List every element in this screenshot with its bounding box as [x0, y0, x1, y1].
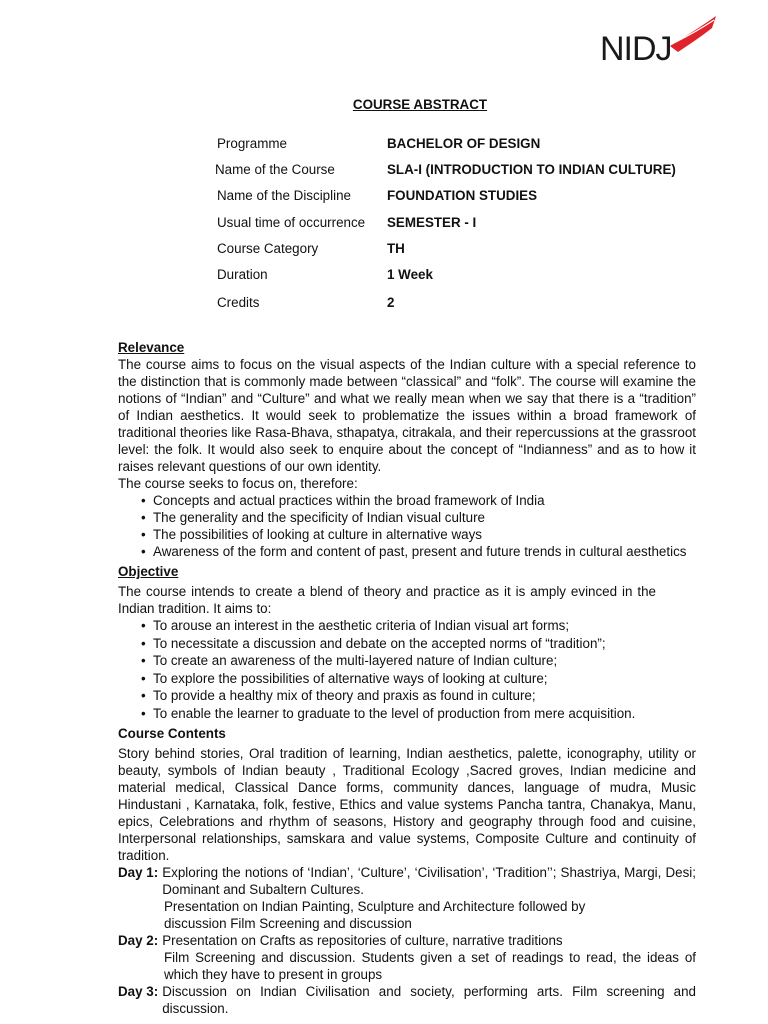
nidj-logo-mark — [598, 14, 718, 66]
list-item: • To enable the learner to graduate to the level of production from mere acquisition. — [153, 705, 696, 722]
meta-value: BACHELOR OF DESIGN — [387, 135, 541, 151]
list-item: • The generality and the specificity of Indian visual culture — [153, 509, 696, 526]
day-text: Exploring the notions of ‘Indian’, ‘Culture’, ‘Civilisation’, ‘Tradition’’; Shastriya, Margi, Desi; Dominant and Subaltern Cultures. — [162, 865, 696, 897]
course-body — [118, 339, 696, 1017]
meta-row-programme — [217, 130, 717, 156]
meta-row-duration — [217, 261, 717, 287]
list-item: • To provide a healthy mix of theory and praxis as found in culture; — [153, 687, 696, 704]
contents-heading: Course Contents — [118, 726, 226, 741]
day-label: Day 2: — [118, 933, 159, 948]
list-item: • To arouse an interest in the aesthetic criteria of Indian visual art forms; — [153, 617, 696, 634]
page-title: COURSE ABSTRACT — [352, 97, 488, 112]
day-1-detail: Presentation on Indian Painting, Sculpture and Architecture followed by discussion Film Screening and discussion — [164, 899, 586, 931]
objective-list — [118, 617, 696, 722]
relevance-intro: The course seeks to focus on, therefore: — [118, 476, 358, 491]
meta-label: Name of the Discipline — [217, 188, 351, 204]
day-label: Day 3: — [118, 984, 159, 999]
day-2-row — [118, 932, 696, 949]
list-item: • Concepts and actual practices within the broad framework of India — [153, 492, 696, 509]
meta-label: Name of the Course — [215, 161, 335, 177]
objective-heading: Objective — [118, 564, 179, 579]
meta-label: Programme — [217, 135, 287, 151]
contents-paragraph: Story behind stories, Oral tradition of learning, Indian aesthetics, palette, iconography, utility or beauty, symbols of Indian beauty , Traditional Ecology ,Sacred groves, Indian medicine and material medical, Classical Dance forms, community dances, language of mudra, Music Hindustani , Karnataka, folk, festive, Ethics and value systems Pancha tantra, Chanakya, Manu, epics, Celebrations and rhythm of seasons, History and geography through food and cuisine, Interpersonal relationships, samskara and value systems, Composite Culture and continuity of tradition. — [118, 746, 696, 863]
relevance-paragraph: The course aims to focus on the visual aspects of the Indian culture with a special reference to the distinction that is commonly made between “classical” and “folk”. The course will examine the notions of “Indian” and “Culture” and what we really mean when we say that there is a “tradition” of Indian aesthetics. It would seek to problematize the issues within a broad framework of traditional theories like Rasa-Bhava, sthapatya, citrakala, and their repercussions at the grassroot level: the folk. It would also seek to enquire about the concept of “Indianness” and as to how it raises relevant questions of our own identity. — [118, 357, 696, 474]
meta-value: SLA-I (INTRODUCTION TO INDIAN CULTURE) — [387, 161, 676, 177]
svg-text:NIDJ: NIDJ — [600, 30, 672, 66]
meta-label: Duration — [217, 267, 268, 283]
meta-row-occurrence — [217, 209, 717, 235]
meta-row-discipline — [217, 183, 717, 209]
meta-label: Course Category — [217, 240, 319, 256]
meta-row-category — [217, 235, 717, 261]
meta-row-credits — [217, 288, 717, 318]
day-text: Presentation on Crafts as repositories of culture, narrative traditions — [162, 933, 563, 948]
meta-value: SEMESTER - I — [387, 214, 477, 230]
list-item: • To necessitate a discussion and debate on the accepted norms of “tradition”; — [153, 635, 696, 652]
list-item: • The possibilities of looking at culture in alternative ways — [153, 526, 696, 543]
meta-label: Credits — [217, 295, 260, 311]
day-3-row — [118, 983, 696, 1017]
relevance-heading: Relevance — [118, 340, 185, 355]
day-1-row — [118, 864, 696, 898]
meta-row-course-name — [215, 156, 717, 182]
course-meta-table — [217, 130, 717, 318]
list-item: • To explore the possibilities of alternative ways of looking at culture; — [153, 670, 696, 687]
meta-value: FOUNDATION STUDIES — [387, 188, 538, 204]
meta-value: TH — [387, 240, 405, 256]
meta-value: 1 Week — [387, 267, 433, 283]
meta-value: 2 — [387, 295, 395, 311]
objective-paragraph: The course intends to create a blend of theory and practice as it is amply evinced in the Indian tradition. It aims to: — [118, 584, 656, 616]
list-item: • To create an awareness of the multi-layered nature of Indian culture; — [153, 652, 696, 669]
relevance-list — [118, 492, 696, 560]
meta-label: Usual time of occurrence — [217, 214, 366, 230]
list-item: • Awareness of the form and content of past, present and future trends in cultural aesthetics — [153, 543, 696, 560]
day-text: Discussion on Indian Civilisation and society, performing arts. Film screening and discussion. — [162, 984, 696, 1016]
day-2-detail: Film Screening and discussion. Students given a set of readings to read, the ideas of which they have to present in groups — [164, 950, 696, 982]
nidj-logo — [598, 14, 718, 66]
day-label: Day 1: — [118, 865, 159, 880]
